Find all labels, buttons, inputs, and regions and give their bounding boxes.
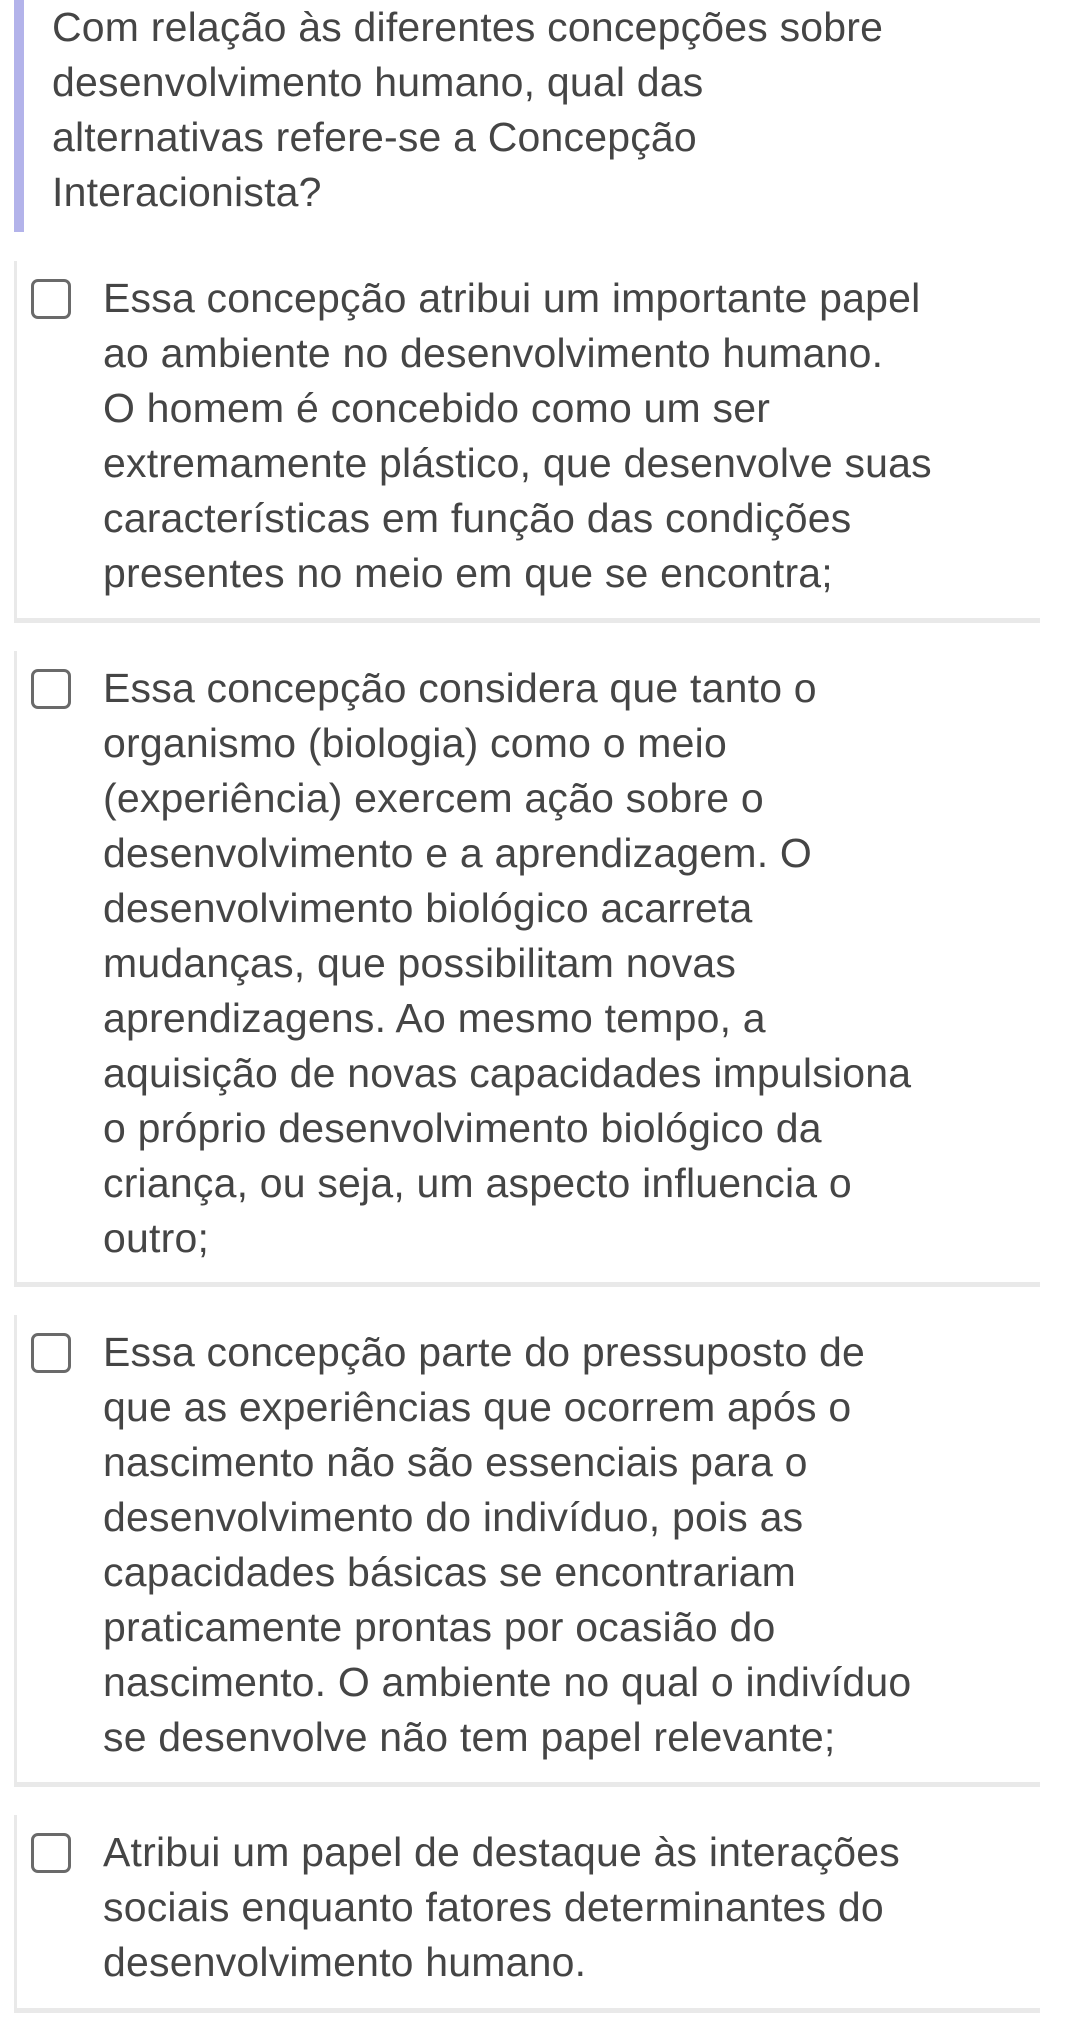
checkbox-icon[interactable] bbox=[31, 1833, 71, 1873]
question-text: Com relação às diferentes concepções sobre desenvolvimento humano, qual das alternativas refere-se a Concepção Interacionista? bbox=[52, 4, 884, 215]
answer-option-text: Essa concepção considera que tanto o organismo (biologia) como o meio (experiência) exercem ação sobre o desenvolvimento e a aprendizagem. O desenvolvimento biológico acarreta mudanças, que possibilitam novas aprendizagens. Ao mesmo tempo, a aquisição de novas capacidades impulsiona o próprio desenvolvimento biológico da criança, ou seja, um aspecto influencia o outro; bbox=[103, 665, 912, 1261]
checkbox-icon[interactable] bbox=[31, 1333, 71, 1373]
checkbox-icon[interactable] bbox=[31, 669, 71, 709]
answer-option-text: Essa concepção parte do pressuposto de que as experiências que ocorrem após o nascimento não são essenciais para o desenvolvimento do indivíduo, pois as capacidades básicas se encontrariam praticamente prontas por ocasião do nascimento. O ambiente no qual o indivíduo se desenvolve não tem papel relevante; bbox=[103, 1329, 912, 1760]
answer-option-4[interactable] bbox=[14, 1815, 1040, 2013]
answer-option-text: Atribui um papel de destaque às interações sociais enquanto fatores determinantes do desenvolvimento humano. bbox=[103, 1829, 901, 1985]
question-block bbox=[14, 0, 1014, 232]
checkbox-icon[interactable] bbox=[31, 279, 71, 319]
answer-option-1[interactable] bbox=[14, 261, 1040, 623]
answer-option-text: Essa concepção atribui um importante papel ao ambiente no desenvolvimento humano. O homem é concebido como um ser extremamente plástico, que desenvolve suas características em função das condições presentes no meio em que se encontra; bbox=[103, 275, 932, 596]
answer-option-3[interactable] bbox=[14, 1315, 1040, 1787]
answer-option-2[interactable] bbox=[14, 651, 1040, 1287]
